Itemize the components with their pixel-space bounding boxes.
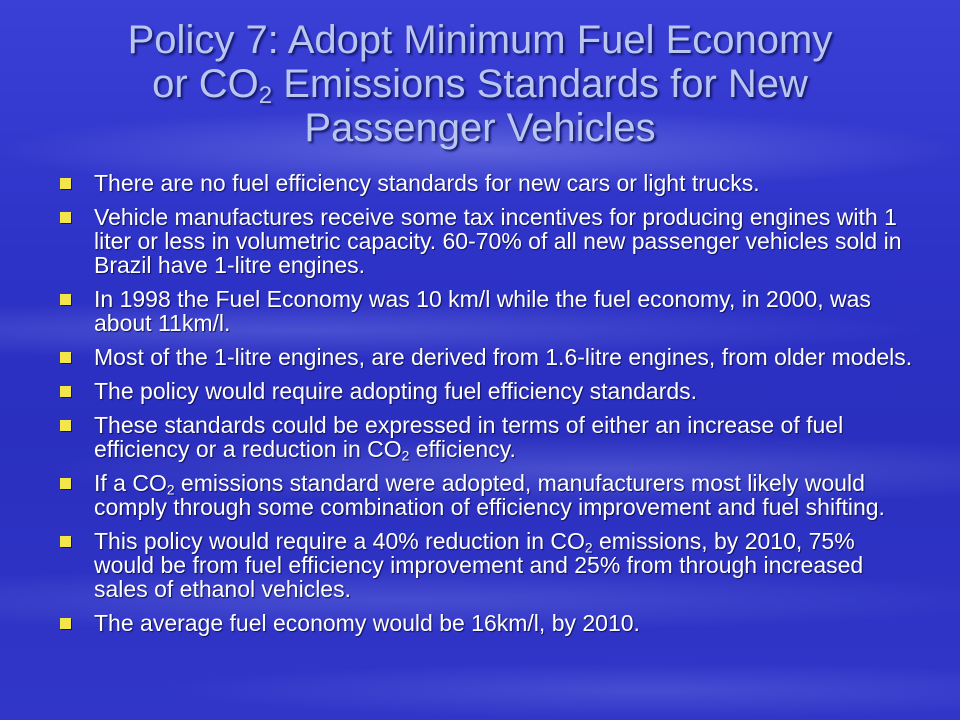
bullet-text-post: efficiency. (409, 436, 516, 462)
square-bullet-icon (60, 386, 71, 397)
co2-subscript: 2 (584, 540, 593, 556)
bullet-text: Vehicle manufactures receive some tax incentives for producing engines with 1 liter or less in volumetric capacity. 60-70% of all new passenger vehicles sold in Brazil have 1-litre engines. (94, 204, 902, 278)
bullet-list (58, 171, 918, 645)
co2-subscript: 2 (166, 482, 175, 498)
bullet-text: These standards could be expressed in terms of either an increase of fuel efficiency or a reduction in CO (94, 412, 844, 462)
bullet-text: The policy would require adopting fuel efficiency standards. (94, 378, 698, 404)
square-bullet-icon (60, 478, 71, 489)
bullet-text: Most of the 1-litre engines, are derived from 1.6-litre engines, from older models. (94, 344, 913, 370)
title-line-2 (40, 62, 920, 109)
square-bullet-icon (60, 178, 71, 189)
bullet-item (58, 529, 918, 601)
bullet-item (58, 379, 918, 403)
title-line-2-pre: or CO (152, 62, 259, 106)
bullet-item (58, 471, 918, 519)
bullet-item (58, 171, 918, 195)
slide-title (40, 18, 920, 150)
title-line-2-post: Emissions Standards for New (272, 62, 808, 106)
square-bullet-icon (60, 536, 71, 547)
square-bullet-icon (60, 352, 71, 363)
bullet-text: In 1998 the Fuel Economy was 10 km/l while the fuel economy, in 2000, was about 11km/l. (94, 286, 871, 336)
bullet-item (58, 287, 918, 335)
bullet-text: If a CO (94, 470, 167, 496)
square-bullet-icon (60, 420, 71, 431)
bullet-text: This policy would require a 40% reduction in CO (94, 528, 585, 554)
bullet-text: There are no fuel efficiency standards for new cars or light trucks. (94, 170, 760, 196)
square-bullet-icon (60, 294, 71, 305)
bullet-text-post: emissions, by 2010, 75% would be from fuel efficiency improvement and 25% from through increased sales of ethanol vehicles. (94, 528, 864, 602)
title-co2-subscript: 2 (258, 82, 273, 109)
bullet-item (58, 205, 918, 277)
bullet-item (58, 412, 918, 464)
title-line-3: Passenger Vehicles (304, 106, 656, 150)
square-bullet-icon (60, 618, 71, 629)
square-bullet-icon (60, 212, 71, 223)
bullet-item (58, 345, 918, 369)
bullet-text-post: emissions standard were adopted, manufacturers most likely would comply through some combination of efficiency improvement and fuel shifting. (94, 470, 885, 520)
co2-subscript: 2 (401, 448, 410, 464)
bullet-text: The average fuel economy would be 16km/l, by 2010. (94, 610, 640, 636)
bullet-item (58, 611, 918, 635)
title-line-1: Policy 7: Adopt Minimum Fuel Economy (127, 18, 833, 62)
